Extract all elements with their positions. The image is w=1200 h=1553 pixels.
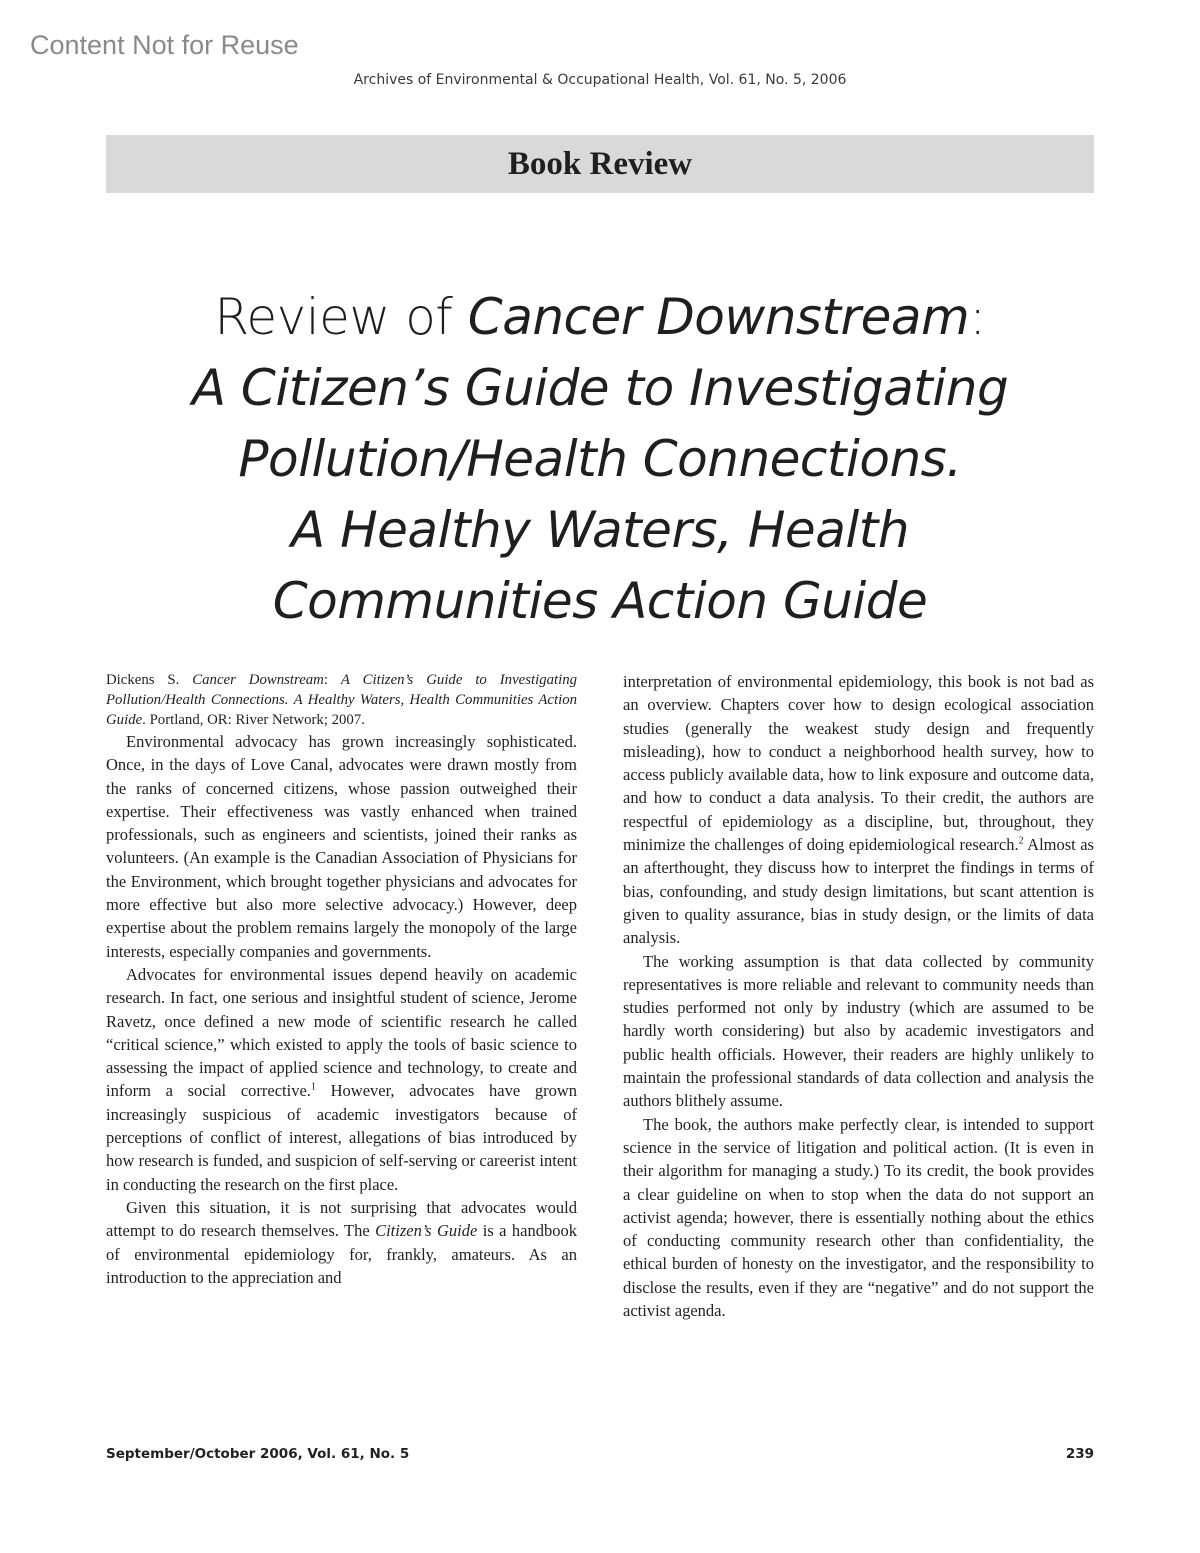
paragraph-3-text-a: Given this situation, it is not surprising that advocates would attempt to do research themselves. The: [106, 1197, 577, 1241]
column-right: [623, 670, 1094, 1322]
paragraph-2: [106, 963, 577, 1196]
title-line-4: A Healthy Waters, Health: [290, 501, 910, 559]
paragraph-3-continued: [623, 670, 1094, 950]
column-left: [106, 670, 577, 1289]
paragraph-3: [106, 1196, 577, 1289]
footer-page-number: 239: [1065, 1446, 1094, 1462]
paragraph-5: The book, the authors make perfectly clear, is intended to support science in the service of litigation and political action. (It is even in their algorithm for managing a study.) To its credit, the book provides a clear guideline on when to stop when the data do not support an activist agenda; however, there is essentially nothing about the ethics of conducting community research other than confidentiality, the ethical burden of honesty on the investigator, and the responsibility to disclose the results, even if they are “negative” and do not support the activist agenda.: [623, 1114, 1094, 1321]
paragraph-3-cont-text-b: Almost as an afterthought, they discuss how to interpret the findings in terms of bias, confounding, and study design limitations, but scant attention is given to quality assurance, bias in study design, or the limits of data analysis.: [623, 835, 1094, 948]
title-line-2: A Citizen’s Guide to Investigating: [191, 359, 1009, 417]
section-label: Book Review: [507, 146, 693, 182]
citation-publisher: . Portland, OR: River Network; 2007.: [142, 712, 365, 728]
watermark: Content Not for Reuse: [30, 30, 299, 60]
citation-separator: :: [323, 672, 341, 688]
paragraph-1: Environmental advocacy has grown increasingly sophisticated. Once, in the days of Love Canal, advocates were drawn mostly from the ranks of concerned citizens, whose passion outweighed their expertise. Their effectiveness was vastly enhanced when trained professionals, such as engineers and scientists, joined their ranks as volunteers. (An example is the Canadian Association of Physicians for the Environment, which brought together physicians and advocates for more effective but also more selective advocacy.) However, deep expertise about the problem remains largely the monopoly of the large interests, especially companies and governments.: [106, 732, 577, 961]
article-title: [100, 282, 1100, 637]
title-line-5: Communities Action Guide: [272, 572, 928, 630]
footer-issue: September/October 2006, Vol. 61, No. 5: [106, 1446, 410, 1462]
citation-book-title: Cancer Downstream: [192, 672, 324, 688]
journal-header: Archives of Environmental & Occupational Health, Vol. 61, No. 5, 2006: [353, 72, 847, 88]
paragraph-2-text-a: Advocates for environmental issues depend heavily on academic research. In fact, one serious and insightful student of science, Jerome Ravetz, once defined a new mode of scientific research he called “critical science,” which existed to apply the tools of basic science to assessing the impact of applied science and technology, to create and inform a social corrective.: [106, 964, 577, 1101]
reference-2-superscript: 2: [1018, 835, 1024, 847]
title-line-1: [100, 282, 1100, 353]
paragraph-4: The working assumption is that data collected by community representatives is more reliable and relevant to community needs than studies performed not only by industry (which are assumed to be hardly worth considering) but also by academic investigators and public health officials. However, their readers are highly unlikely to maintain the professional standards of data collection and analysis the authors blithely assume.: [623, 951, 1094, 1111]
paragraph-3-text-b: is a handbook of environmental epidemiology for, frankly, amateurs. As an introduction to the appreciation and: [106, 1221, 577, 1287]
book-citation: [106, 670, 577, 730]
title-line-3: Pollution/Health Connections.: [238, 430, 962, 488]
title-book-name: Cancer Downstream: [467, 288, 970, 346]
title-prefix: Review of: [214, 288, 468, 346]
paragraph-3-italic: Citizen’s Guide: [375, 1221, 478, 1241]
citation-subtitle: A Citizen’s Guide to Investigating Pollution/Health Connections. A Healthy Waters, Health Communities Action Guide: [106, 672, 578, 728]
paragraph-3-cont-text-a: interpretation of environmental epidemiology, this book is not bad as an overview. Chapters cover how to design ecological association studies (generally the weakest study design and frequently misleading), how to conduct a neighborhood health survey, how to access publicly available data, how to link exposure and outcome data, and how to conduct a data analysis. To their credit, the authors are respectful of epidemiology as a discipline, but, throughout, they minimize the challenges of doing epidemiological research.: [623, 672, 1094, 855]
reference-1-superscript: 1: [310, 1081, 316, 1093]
section-band: [106, 135, 1094, 193]
citation-author: Dickens S.: [106, 672, 193, 688]
paragraph-2-text-b: However, advocates have grown increasingly suspicious of academic investigators because of perceptions of conflict of interest, allegations of bias introduced by how research is funded, and suspicion of self-serving or careerist intent in conducting the research on the first place.: [106, 1081, 578, 1194]
title-colon: :: [969, 288, 986, 346]
